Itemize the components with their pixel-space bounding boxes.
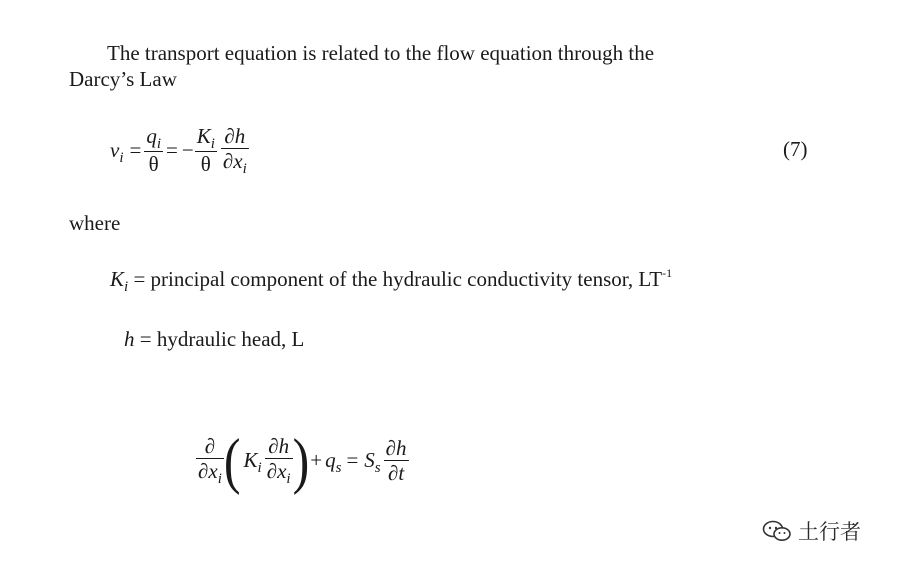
eq7-frac-dh-dx: $\frac{\partial h}{\partial x_i}$: [222, 124, 247, 177]
flow-equals: =: [346, 447, 359, 472]
definition-k: $K_i$ = principal component of the hydraulic conductivity tensor, $LT^{-1}$: [110, 266, 673, 295]
definition-h: h = hydraulic head, L: [124, 327, 305, 351]
flow-s: $S_s$: [364, 447, 381, 476]
flow-right-paren: ): [292, 425, 310, 495]
watermark-text: 土行者: [798, 520, 861, 544]
flow-frac-dh-dx: $\frac{\partial h}{\partial x_i}$: [266, 434, 291, 487]
eq7-equals-2: =: [166, 137, 178, 162]
intro-line-2: Darcy’s Law: [69, 67, 177, 91]
eq7-equals-1: =: [129, 137, 142, 162]
intro-line-1: The transport equation is related to the flow equation through the: [107, 41, 655, 65]
equation-number: (7): [783, 137, 808, 161]
equation-7: [107, 120, 249, 180]
flow-equation: [196, 425, 409, 495]
eq7-minus: −: [181, 137, 194, 162]
flow-frac-dh-dt: $\frac{\partial h}{\partial t}$: [385, 435, 407, 485]
watermark: [762, 516, 861, 546]
eq7-frac-q-theta: $\frac{q_i}{\theta}$: [146, 124, 162, 176]
flow-plus: +: [310, 447, 323, 472]
flow-k: $K_i$: [243, 447, 262, 476]
eq7-frac-k-theta: $\frac{K_i}{\theta}$: [196, 124, 215, 176]
flow-frac-d-dx: $\frac{\partial}{\partial x_i}$: [198, 434, 222, 487]
eq7-lhs: $v_i$: [110, 137, 124, 166]
where-label: where: [69, 211, 121, 235]
flow-left-paren: (: [223, 425, 241, 495]
wechat-icon: [762, 519, 792, 543]
flow-q: $q_s$: [325, 447, 342, 476]
